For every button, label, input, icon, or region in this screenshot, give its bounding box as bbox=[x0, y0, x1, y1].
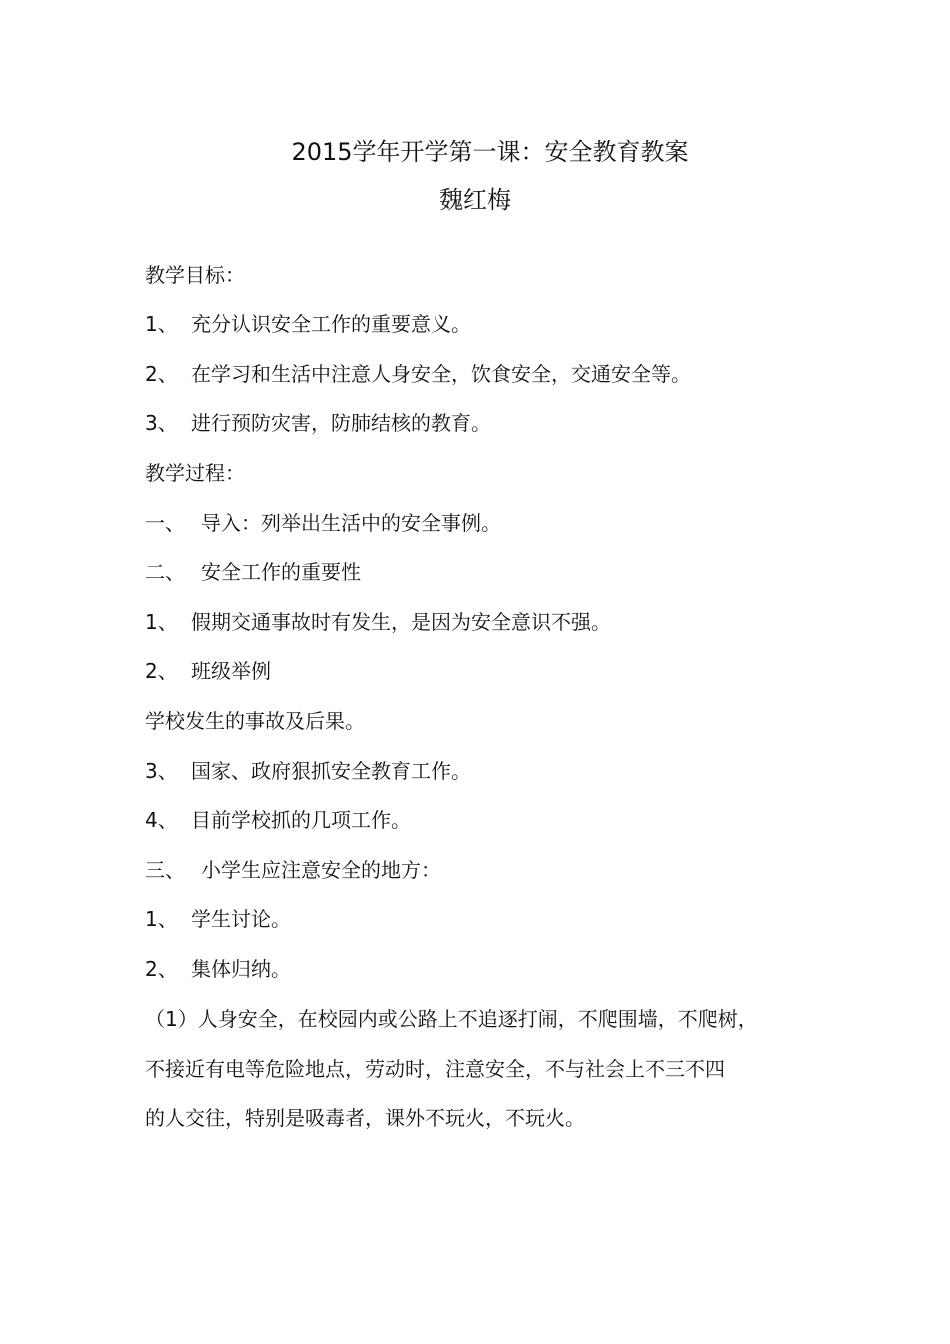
list-marker: 3、 bbox=[145, 759, 178, 783]
line-text: 导入：列举出生活中的安全事例。 bbox=[201, 511, 501, 535]
list-marker: 1、 bbox=[145, 610, 178, 634]
document-author: 魏红梅 bbox=[439, 186, 511, 214]
line-text: （1）人身安全，在校园内或公路上不追逐打闹，不爬围墙，不爬树， bbox=[145, 1007, 758, 1031]
section-heading-objectives bbox=[145, 260, 245, 290]
list-item bbox=[145, 656, 271, 686]
line-text: 集体归纳。 bbox=[191, 957, 291, 981]
list-marker: 2、 bbox=[145, 659, 178, 683]
line-text: 教学过程： bbox=[145, 461, 245, 485]
list-marker: 1、 bbox=[145, 312, 178, 336]
list-item bbox=[145, 855, 441, 885]
list-marker: 2、 bbox=[145, 957, 178, 981]
list-marker: 1、 bbox=[145, 907, 178, 931]
list-marker: 一、 bbox=[145, 511, 185, 535]
list-item bbox=[145, 508, 501, 538]
line-text: 目前学校抓的几项工作。 bbox=[191, 808, 411, 832]
line-text: 小学生应注意安全的地方： bbox=[201, 858, 441, 882]
paragraph bbox=[145, 706, 365, 736]
paragraph bbox=[145, 1054, 725, 1084]
line-text: 假期交通事故时有发生，是因为安全意识不强。 bbox=[191, 610, 611, 634]
list-marker: 2、 bbox=[145, 362, 178, 386]
list-marker: 4、 bbox=[145, 808, 178, 832]
list-item bbox=[145, 756, 471, 786]
line-text: 安全工作的重要性 bbox=[201, 560, 361, 584]
list-item bbox=[145, 309, 471, 339]
list-item bbox=[145, 359, 691, 389]
line-text: 在学习和生活中注意人身安全，饮食安全，交通安全等。 bbox=[191, 362, 691, 386]
list-item bbox=[145, 607, 611, 637]
line-text: 班级举例 bbox=[191, 659, 271, 683]
section-heading-process bbox=[145, 458, 245, 488]
line-text: 充分认识安全工作的重要意义。 bbox=[191, 312, 471, 336]
list-item bbox=[145, 805, 411, 835]
list-item bbox=[145, 408, 491, 438]
line-text: 学生讨论。 bbox=[191, 907, 291, 931]
list-marker: 3、 bbox=[145, 411, 178, 435]
line-text: 学校发生的事故及后果。 bbox=[145, 709, 365, 733]
list-marker: 二、 bbox=[145, 560, 185, 584]
line-text: 的人交往，特别是吸毒者，课外不玩火，不玩火。 bbox=[145, 1106, 585, 1130]
document-title: 2015学年开学第一课：安全教育教案 bbox=[291, 138, 689, 166]
list-item bbox=[145, 557, 361, 587]
line-text: 进行预防灾害，防肺结核的教育。 bbox=[191, 411, 491, 435]
line-text: 不接近有电等危险地点，劳动时，注意安全，不与社会上不三不四 bbox=[145, 1057, 725, 1081]
list-marker: 三、 bbox=[145, 858, 185, 882]
line-text: 教学目标： bbox=[145, 263, 245, 287]
list-item bbox=[145, 904, 291, 934]
paragraph bbox=[145, 1103, 585, 1133]
paragraph bbox=[145, 1004, 758, 1034]
line-text: 国家、政府狠抓安全教育工作。 bbox=[191, 759, 471, 783]
list-item bbox=[145, 954, 291, 984]
